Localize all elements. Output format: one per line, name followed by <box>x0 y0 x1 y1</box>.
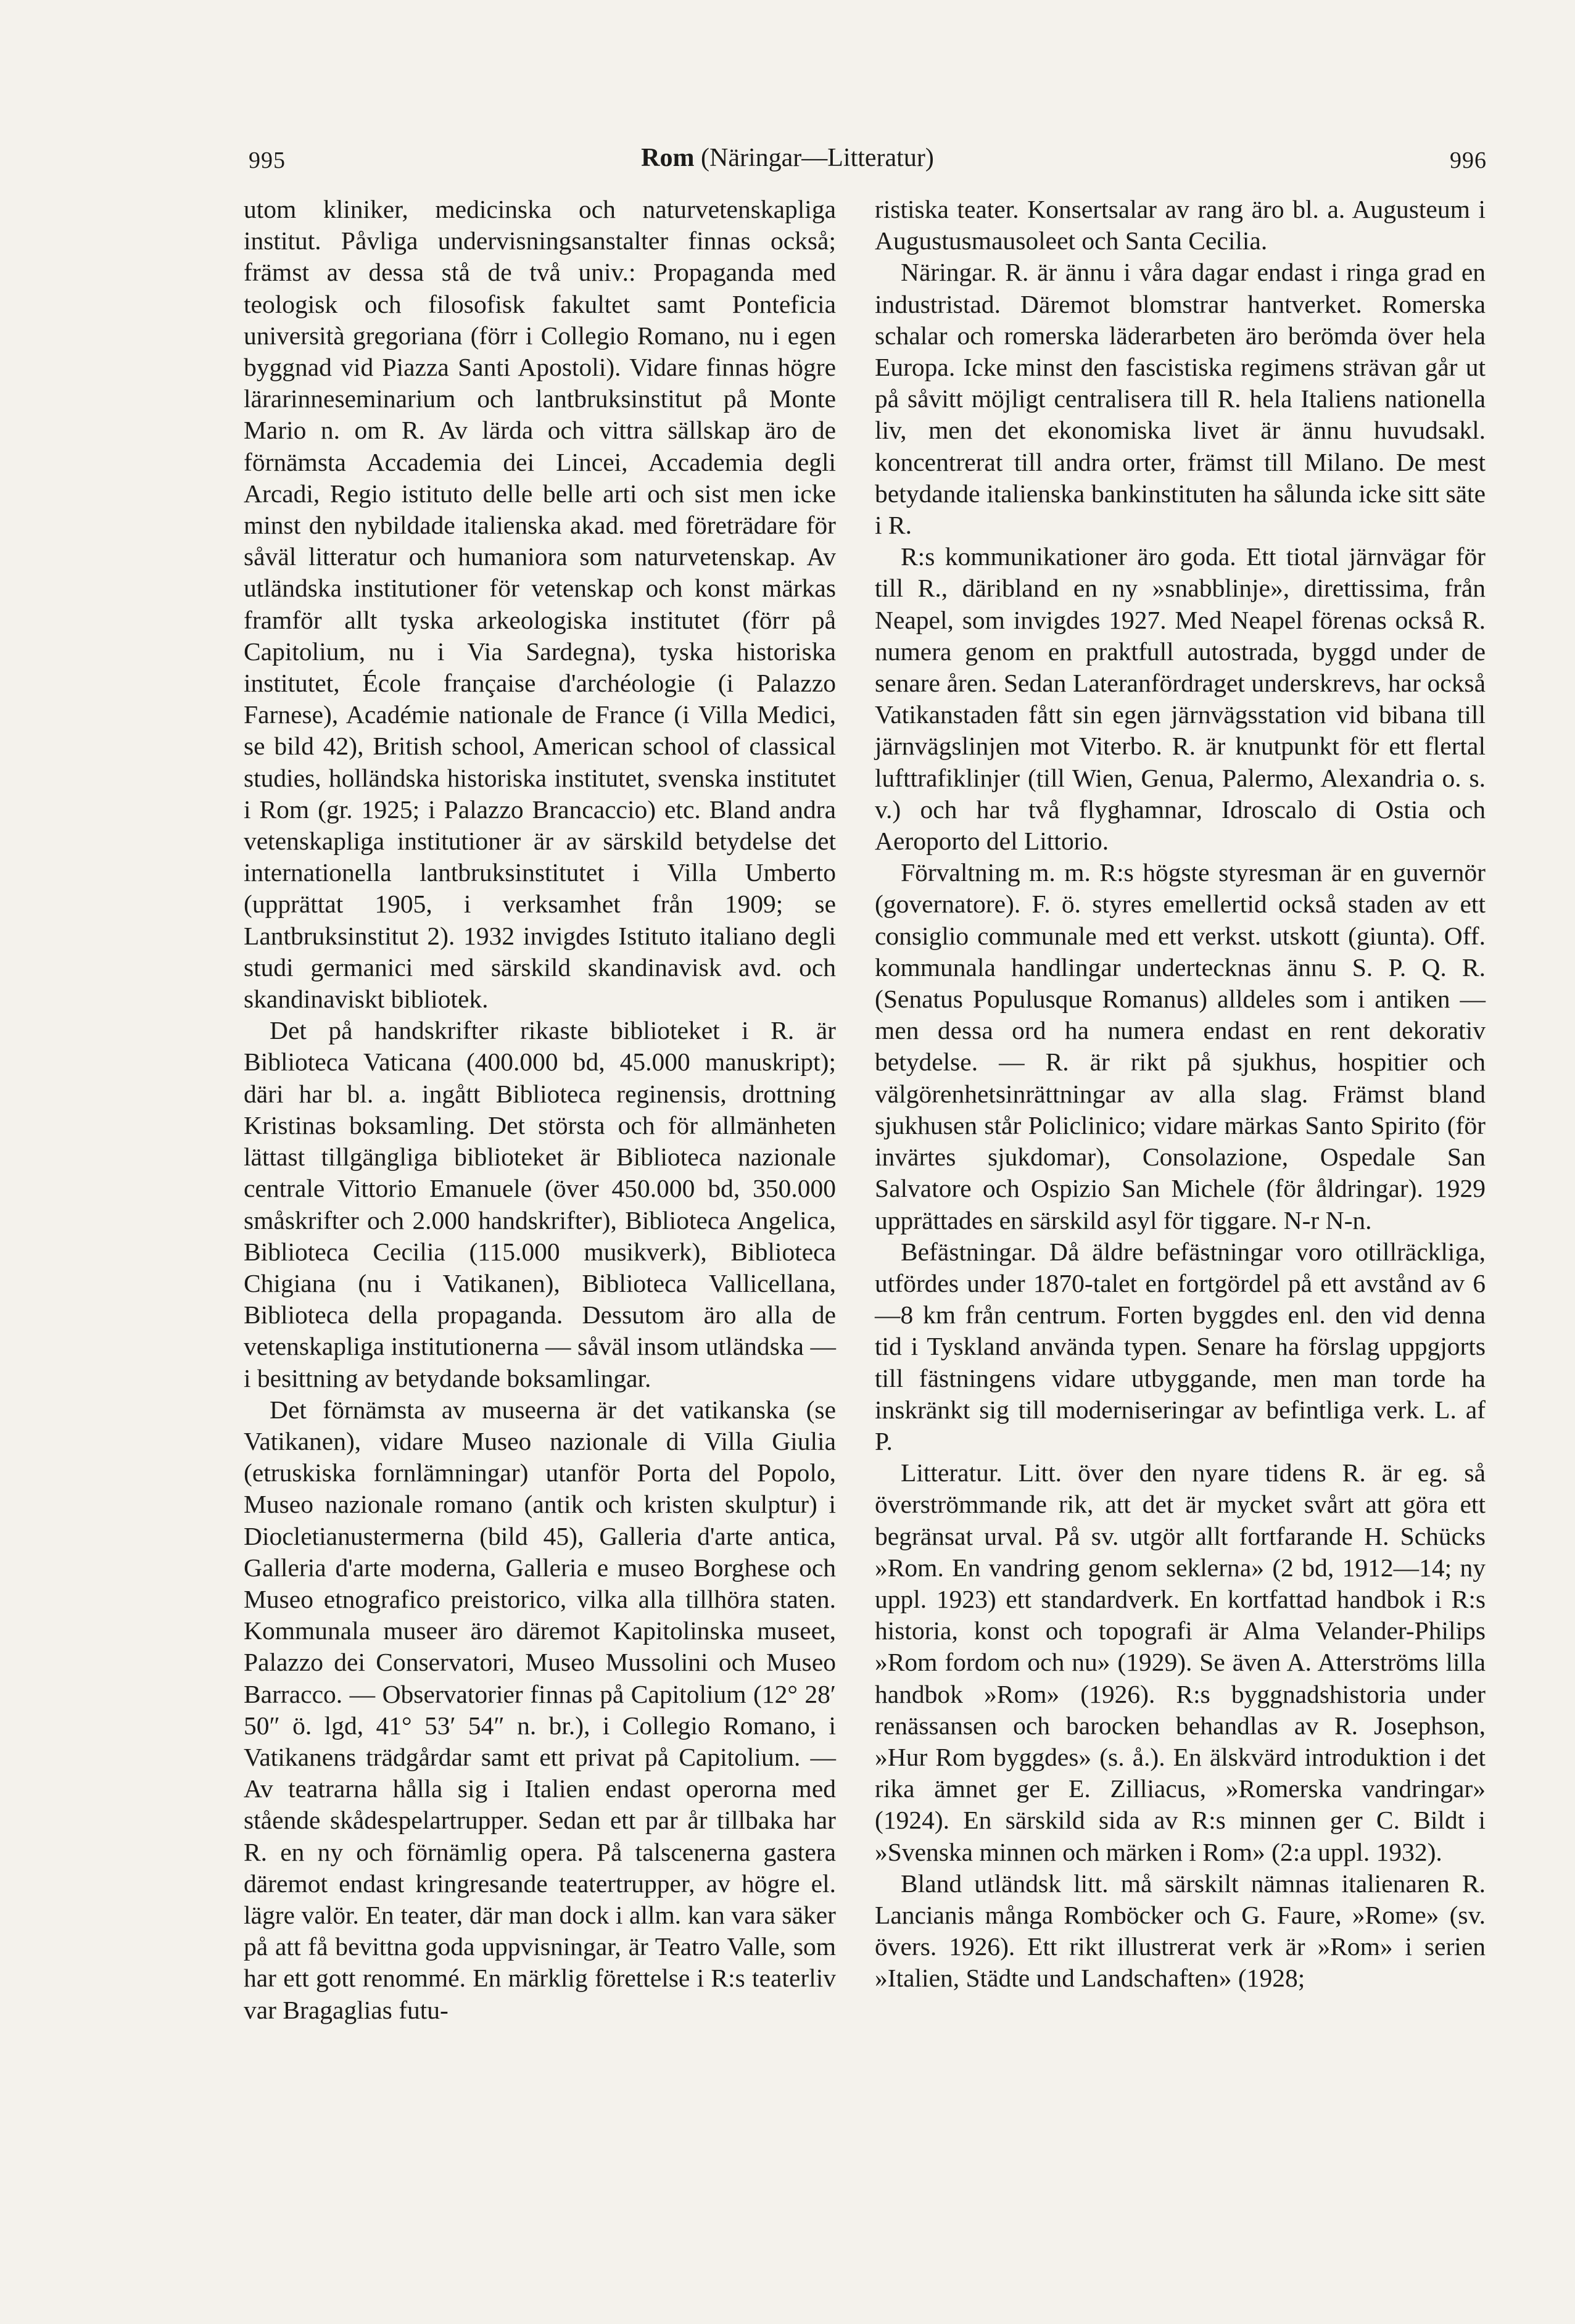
paragraph-befastningar: Befästningar. Då äldre befästningar voro otillräckliga, utfördes under 1870-talet en fortgördel på ett avstånd av 6—8 km från centrum. Forten byggdes enl. den vid denna tid i Tyskland använda typen. Senare ha förslag uppgjorts till fästningens vidare utbyggande, men man torde ha inskränkt sig till moderniseringar av befintliga verk. L. af P. <box>875 1237 1486 1455</box>
paragraph-concert-halls: ristiska teater. Konsertsalar av rang äro bl. a. Augusteum i Augustusmausoleet och Santa Cecilia. <box>875 195 1486 255</box>
left-column <box>244 194 836 2026</box>
running-head-subtitle: (Näringar—Litteratur) <box>701 144 934 172</box>
running-head-title: Rom <box>641 144 695 172</box>
paragraph-litteratur: Litteratur. Litt. över den nyare tidens R. är eg. så överströmmande rik, att det är mycket svårt att göra ett begränsat urval. På sv. utgör allt fortfarande H. Schücks »Rom. En vandring genom seklerna» (2 bd, 1912—14; ny uppl. 1923) ett standardverk. En kortfattad handbok i R:s historia, konst och topografi är Alma Velander-Philips »Rom fordom och nu» (1929). Se även A. Atterströms lilla handbok »Rom» (1926). R:s byggnadshistoria under renässansen och barocken behandlas av R. Josephson, »Hur Rom byggdes» (s. å.). En älskvärd introduktion i det rika ämnet ger E. Zilliacus, »Romerska vandringar» (1924). En särskild sida av R:s minnen ger C. Bildt i »Svenska minnen och märken i Rom» (2:a uppl. 1932). <box>875 1458 1486 1866</box>
paragraph-naringar: Näringar. R. är ännu i våra dagar endast i ringa grad en industristad. Däremot blomstrar hantverket. Romerska schalar och romerska läderarbeten äro berömda över hela Europa. Icke minst den fascistiska regimens strävan går ut på såvitt möjligt centralisera till R. hela Italiens nationella liv, men det ekonomiska livet är ännu huvudsakl. koncentrerat till andra orter, främst till Milano. De mest betydande italienska bankinstituten ha sålunda icke sitt säte i R. <box>875 258 1486 540</box>
right-column <box>875 194 1486 1995</box>
paragraph-museums: Det förnämsta av museerna är det vatikanska (se Vatikanen), vidare Museo nazionale di Villa Giulia (etruskiska fornlämningar) utanför Porta del Popolo, Museo nazionale romano (antik och kristen skulptur) i Diocletianustermerna (bild 45), Galleria d'arte antica, Galleria d'arte moderna, Galleria e museo Borghese och Museo etnografico preistorico, vilka alla tillhöra staten. Kommunala museer äro däremot Kapitolinska museet, Palazzo dei Conservatori, Museo Mussolini och Museo Barracco. — Observatorier finnas på Capitolium (12° 28′ 50″ ö. lgd, 41° 53′ 54″ n. br.), i Collegio Romano, i Vatikanens trädgårdar samt ett privat på Capitolium. — Av teatrarna hålla sig i Italien endast operorna med stående skådespelartrupper. Sedan ett par år tillbaka har R. en ny och förnämlig opera. På talscenerna gastera däremot endast kringresande teatertrupper, av högre el. lägre valör. En teater, där man dock i allm. kan vara säker på att få bevittna goda uppvisningar, är Teatro Valle, som har ett gott renommé. En märklig förettelse i R:s teaterliv var Bragaglias futu- <box>244 1395 836 2024</box>
page-number-right: 996 <box>1450 147 1487 173</box>
paragraph-libraries: Det på handskrifter rikaste biblioteket i R. är Biblioteca Vaticana (400.000 bd, 45.000 manuskript); däri har bl. a. ingått Biblioteca reginensis, drottning Kristinas boksamling. Det största och för allmänheten lättast tillgängliga biblioteket är Biblioteca nazionale centrale Vittorio Emanuele (över 450.000 bd, 350.000 småskrifter och 2.000 handskrifter), Biblioteca Angelica, Biblioteca Cecilia (115.000 musikverk), Biblioteca Chigiana (nu i Vatikanen), Biblioteca Vallicellana, Biblioteca della propaganda. Dessutom äro alla de vetenskapliga institutionerna — såväl insom utländska — i besittning av betydande boksamlingar. <box>244 1016 836 1392</box>
paragraph-forvaltning: Förvaltning m. m. R:s högste styresman är en guvernör (governatore). F. ö. styres emellertid också staden av ett consiglio communale med ett verkst. utskott (giunta). Off. kommunala handlingar undertecknas ännu S. P. Q. R. (Senatus Populusque Romanus) alldeles som i antiken — men dessa ord ha numera endast en rent dekorativ betydelse. — R. är rikt på sjukhus, hospitier och välgörenhetsinrättningar av alla slag. Främst bland sjukhusen står Policlinico; vidare märkas Santo Spirito (för invärtes sjukdomar), Consolazione, Ospedale San Salvatore och Ospizio San Michele (för åldringar). 1929 upprättades en särskild asyl för tiggare. N-r N-n. <box>875 858 1486 1234</box>
paragraph-utlandsk-litteratur: Bland utländsk litt. må särskilt nämnas italienaren R. Lancianis många Romböcker och G. Faure, »Rome» (sv. övers. 1926). Ett rikt illustrerat verk är »Rom» i serien »Italien, Städte und Landschaften» (1928; <box>875 1869 1486 1993</box>
paragraph-kommunikationer: R:s kommunikationer äro goda. Ett tiotal järnvägar för till R., däribland en ny »snabblinje», direttissima, från Neapel, som invigdes 1927. Med Neapel förenas också R. numera genom en praktfull autostrada, byggd under de senare åren. Sedan Lateranfördraget underskrevs, har också Vatikanstaden fått sin egen järnvägsstation vid bibana till järnvägslinjen mot Viterbo. R. är knutpunkt för ett flertal lufttrafiklinjer (till Wien, Genua, Palermo, Alexandria o. s. v.) och har två flyghamnar, Idroscalo di Ostia och Aeroporto del Littorio. <box>875 542 1486 856</box>
paragraph-institutions: utom kliniker, medicinska och naturvetenskapliga institut. Påvliga undervisningsanstalter finnas också; främst av dessa stå de två univ.: Propaganda med teologisk och filosofisk fakultet samt Ponteficia università gregoriana (förr i Collegio Romano, nu i egen byggnad vid Piazza Santi Apostoli). Vidare finnas högre lärarinneseminarium och lantbruksinstitut på Monte Mario n. om R. Av lärda och vittra sällskap äro de förnämsta Accademia dei Lincei, Accademia degli Arcadi, Regio istituto delle belle arti och sist men icke minst den nybildade italienska akad. med företrädare för såväl litteratur och humaniora som naturvetenskap. Av utländska institutioner för vetenskap och konst märkas framför allt tyska arkeologiska institutet (förr på Capitolium, nu i Via Sardegna), tyska historiska institutet, École française d'archéologie (i Palazzo Farnese), Académie nationale de France (i Villa Medici, se bild 42), British school, American school of classical studies, holländska historiska institutet, svenska institutet i Rom (gr. 1925; i Palazzo Brancaccio) etc. Bland andra vetenskapliga institutioner är av särskild betydelse det internationella lantbruksinstitutet i Villa Umberto (upprättat 1905, i verksamhet från 1909; se Lantbruksinstitut 2). 1932 invigdes Istituto italiano degli studi germanici med särskild skandinavisk avd. och skandinaviskt bibliotek. <box>244 195 836 1014</box>
page-number-left: 995 <box>249 147 286 173</box>
running-head <box>0 143 1575 173</box>
